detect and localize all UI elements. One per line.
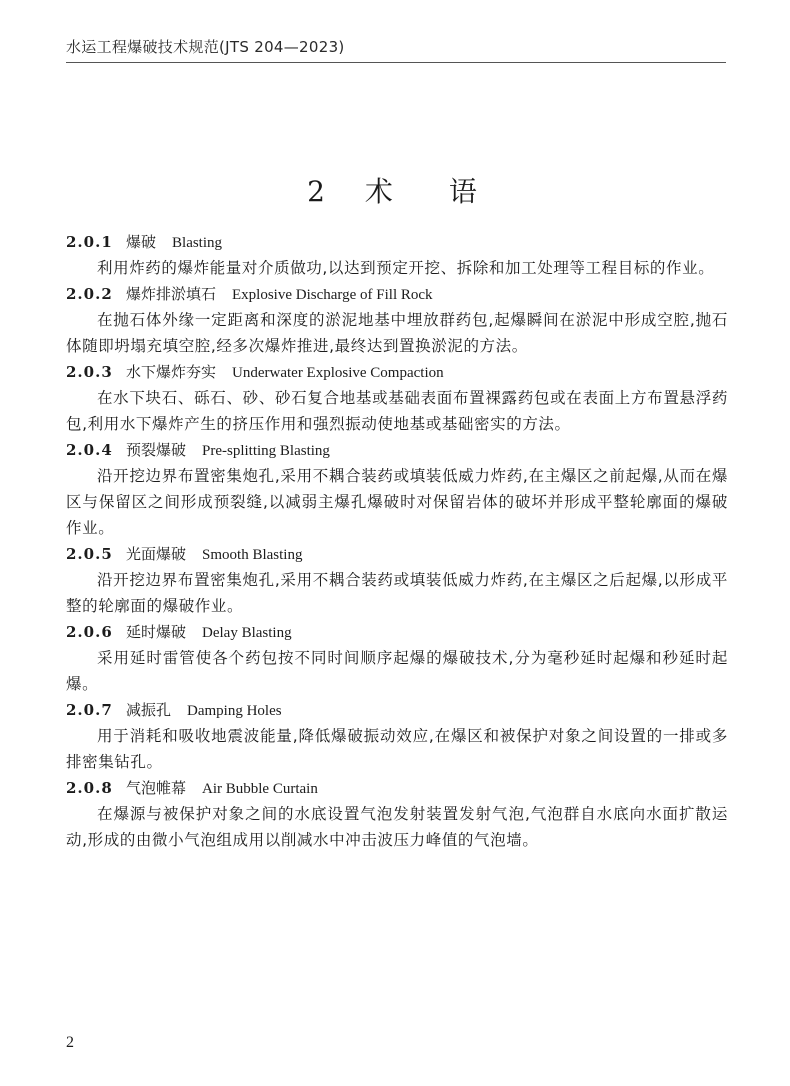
term-heading <box>66 541 728 567</box>
term-definition: 在爆源与被保护对象之间的水底设置气泡发射装置发射气泡,气泡群自水底向水面扩散运动,形成的由微小气泡组成用以削减水中冲击波压力峰值的气泡墙。 <box>66 805 728 849</box>
term-number: 2.0.8 <box>66 779 113 797</box>
term-entry <box>66 775 728 853</box>
page-number: 2 <box>66 1034 74 1051</box>
term-english-name: Damping Holes <box>187 703 282 719</box>
term-entry <box>66 281 728 359</box>
term-english-name: Smooth Blasting <box>202 547 303 563</box>
term-number: 2.0.2 <box>66 285 113 303</box>
term-definition: 用于消耗和吸收地震波能量,降低爆破振动效应,在爆区和被保护对象之间设置的一排或多排密集钻孔。 <box>66 727 728 771</box>
term-number: 2.0.3 <box>66 363 113 381</box>
term-heading <box>66 281 728 307</box>
term-english-name: Pre-splitting Blasting <box>202 443 330 459</box>
term-heading <box>66 229 728 255</box>
term-entry <box>66 359 728 437</box>
term-list <box>66 229 728 853</box>
term-heading <box>66 359 728 385</box>
term-entry <box>66 229 728 281</box>
term-chinese-name: 气泡帷幕 <box>126 779 187 797</box>
term-chinese-name: 爆破 <box>126 233 157 251</box>
term-chinese-name: 预裂爆破 <box>126 441 187 459</box>
term-english-name: Delay Blasting <box>202 625 292 641</box>
chapter-number: 2 <box>307 175 331 208</box>
term-english-name: Explosive Discharge of Fill Rock <box>232 287 433 303</box>
header-rule <box>66 62 726 63</box>
term-entry <box>66 437 728 541</box>
term-english-name: Air Bubble Curtain <box>202 781 318 797</box>
term-entry <box>66 541 728 619</box>
term-heading <box>66 437 728 463</box>
chapter-title-word-1: 术 <box>364 175 399 208</box>
term-number: 2.0.5 <box>66 545 113 563</box>
term-chinese-name: 水下爆炸夯实 <box>126 363 217 381</box>
term-definition: 在抛石体外缘一定距离和深度的淤泥地基中埋放群药包,起爆瞬间在淤泥中形成空腔,抛石体随即坍塌充填空腔,经多次爆炸推进,最终达到置换淤泥的方法。 <box>66 311 728 355</box>
term-heading <box>66 697 728 723</box>
term-heading <box>66 619 728 645</box>
term-number: 2.0.4 <box>66 441 113 459</box>
term-number: 2.0.6 <box>66 623 113 641</box>
term-number: 2.0.1 <box>66 233 113 251</box>
chapter-title <box>0 170 790 210</box>
running-header: 水运工程爆破技术规范(JTS 204—2023) <box>66 38 345 56</box>
term-number: 2.0.7 <box>66 701 113 719</box>
term-chinese-name: 爆炸排淤填石 <box>126 285 217 303</box>
term-definition: 在水下块石、砾石、砂、砂石复合地基或基础表面布置裸露药包或在表面上方布置悬浮药包,利用水下爆炸产生的挤压作用和强烈振动使地基或基础密实的方法。 <box>66 389 728 433</box>
term-chinese-name: 光面爆破 <box>126 545 187 563</box>
term-definition: 沿开挖边界布置密集炮孔,采用不耦合装药或填装低威力炸药,在主爆区之后起爆,以形成平整的轮廓面的爆破作业。 <box>66 571 728 615</box>
term-definition: 利用炸药的爆炸能量对介质做功,以达到预定开挖、拆除和加工处理等工程目标的作业。 <box>97 259 715 277</box>
term-english-name: Underwater Explosive Compaction <box>232 365 444 381</box>
term-english-name: Blasting <box>172 235 223 251</box>
chapter-title-word-2: 语 <box>448 175 483 208</box>
term-chinese-name: 延时爆破 <box>126 623 187 641</box>
term-definition: 沿开挖边界布置密集炮孔,采用不耦合装药或填装低威力炸药,在主爆区之前起爆,从而在爆区与保留区之间形成预裂缝,以减弱主爆孔爆破时对保留岩体的破坏并形成平整轮廓面的爆破作业。 <box>66 467 728 537</box>
term-heading <box>66 775 728 801</box>
term-chinese-name: 减振孔 <box>126 701 172 719</box>
term-definition: 采用延时雷管使各个药包按不同时间顺序起爆的爆破技术,分为毫秒延时起爆和秒延时起爆。 <box>66 649 728 693</box>
term-entry <box>66 619 728 697</box>
term-entry <box>66 697 728 775</box>
